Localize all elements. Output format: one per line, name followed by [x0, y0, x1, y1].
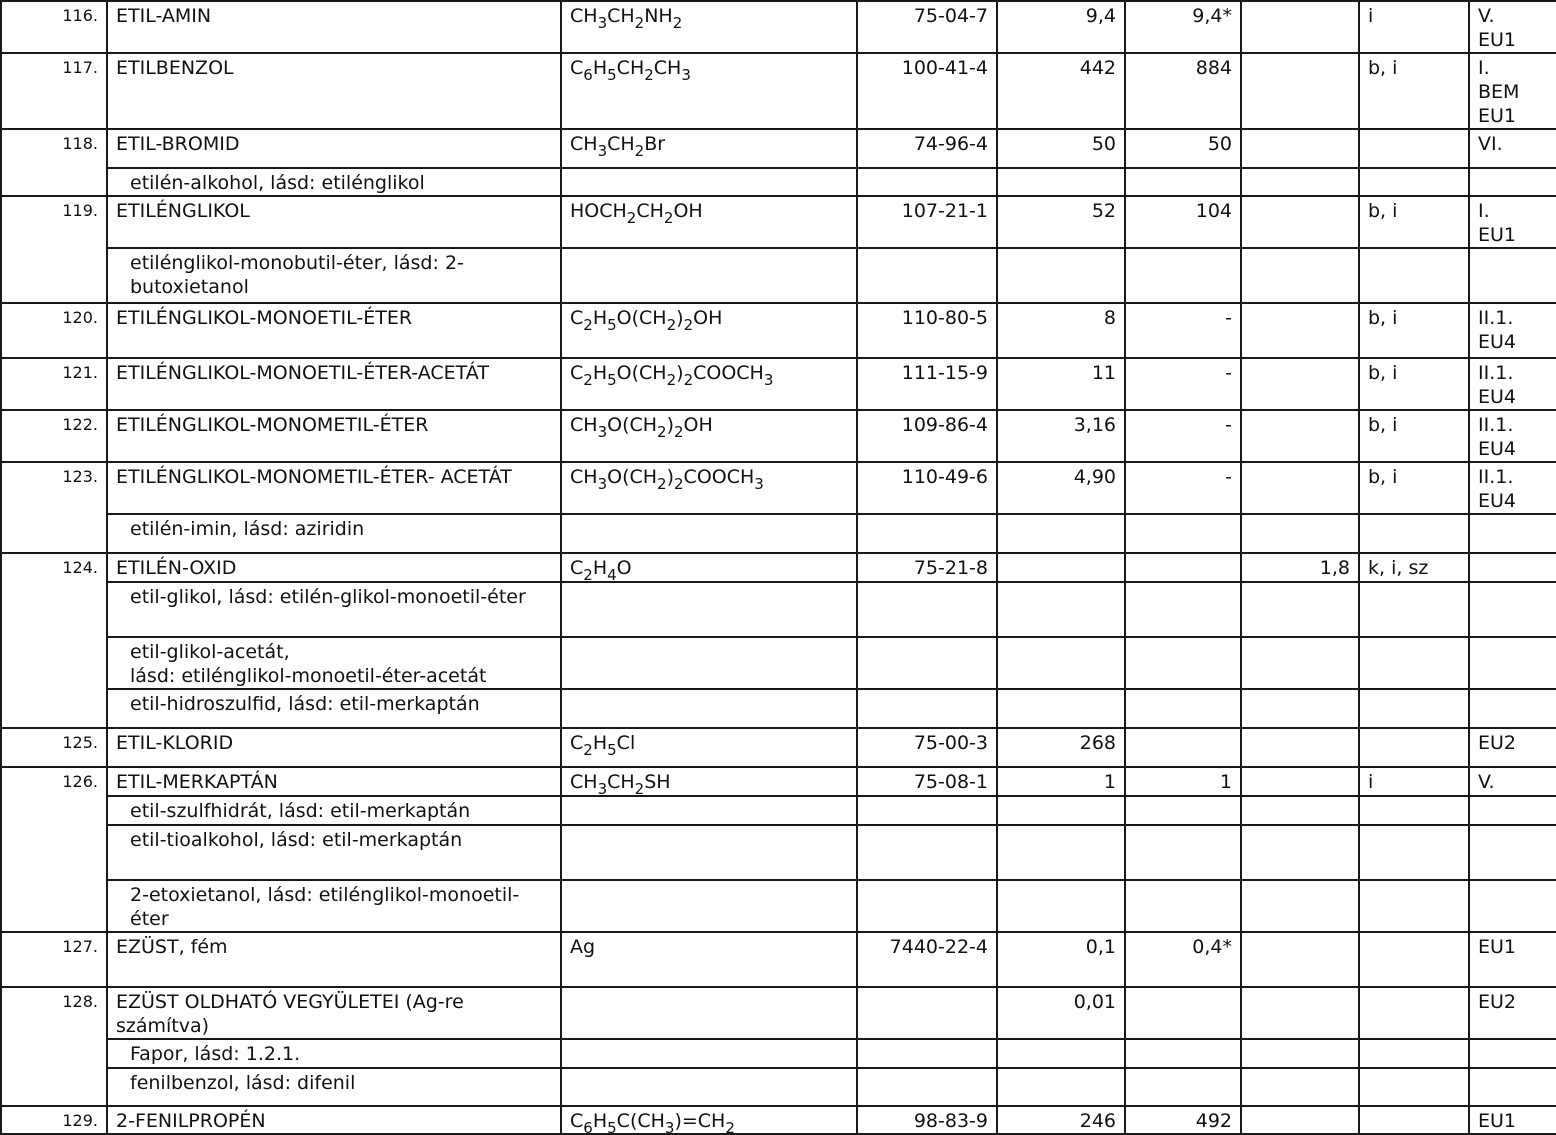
row-number: 122. — [1, 410, 107, 462]
chemical-formula — [561, 1039, 857, 1068]
classification-reference: I. BEM EU1 — [1469, 53, 1556, 129]
remarks: b, i — [1359, 462, 1469, 514]
classification-reference: II.1. EU4 — [1469, 410, 1556, 462]
limit-value-2 — [1125, 553, 1241, 582]
table-row — [1, 987, 1556, 1039]
limit-value-1 — [997, 825, 1125, 880]
cas-number — [857, 1039, 997, 1068]
chemical-formula — [561, 248, 857, 303]
synonym-reference: etil-hidroszulfid, lásd: etil-merkaptán — [107, 689, 561, 728]
classification-reference — [1469, 825, 1556, 880]
chemical-formula — [561, 582, 857, 637]
table-row — [1, 1, 1556, 53]
classification-reference — [1469, 553, 1556, 582]
chemical-formula: $CH_3CH_2NH_2$ — [561, 1, 857, 53]
remarks — [1359, 248, 1469, 303]
cas-number — [857, 880, 997, 932]
chemical-formula — [561, 514, 857, 553]
substance-name: ETIL-KLORID — [107, 728, 561, 767]
row-number: 116. — [1, 1, 107, 53]
remarks — [1359, 825, 1469, 880]
substance-name: ETIL-BROMID — [107, 129, 561, 168]
table-row — [1, 168, 1556, 196]
cas-number: 98-83-9 — [857, 1106, 997, 1134]
substance-name: 2-FENILPROPÉN — [107, 1106, 561, 1134]
remarks — [1359, 987, 1469, 1039]
cas-number: 75-04-7 — [857, 1, 997, 53]
table-row — [1, 129, 1556, 168]
classification-reference — [1469, 637, 1556, 689]
classification-reference: EU1 — [1469, 1106, 1556, 1134]
chemical-formula: $CH_3CH_2Br$ — [561, 129, 857, 168]
cas-number: 107-21-1 — [857, 196, 997, 248]
remarks: b, i — [1359, 358, 1469, 410]
synonym-reference: etil-glikol, lásd: etilén-glikol-monoetil-éter — [107, 582, 561, 637]
substance-name: ETILÉNGLIKOL-MONOETIL-ÉTER — [107, 303, 561, 358]
classification-reference: V. — [1469, 767, 1556, 796]
limit-value-2: 0,4* — [1125, 932, 1241, 987]
limit-value-2: 1 — [1125, 767, 1241, 796]
limit-value-1: 52 — [997, 196, 1125, 248]
limit-value-3 — [1241, 728, 1359, 767]
table-row — [1, 53, 1556, 129]
classification-reference — [1469, 1068, 1556, 1106]
limit-value-2: 492 — [1125, 1106, 1241, 1134]
limit-value-3 — [1241, 1106, 1359, 1134]
chemical-formula: $C_6H_5C(CH_3)=CH_2$ — [561, 1106, 857, 1134]
cas-number — [857, 689, 997, 728]
limit-value-2: 50 — [1125, 129, 1241, 168]
limit-value-3 — [1241, 462, 1359, 514]
limit-value-1: 0,01 — [997, 987, 1125, 1039]
cas-number — [857, 1068, 997, 1106]
synonym-reference: etil-tioalkohol, lásd: etil-merkaptán — [107, 825, 561, 880]
classification-reference — [1469, 582, 1556, 637]
remarks — [1359, 728, 1469, 767]
limit-value-2: - — [1125, 358, 1241, 410]
table-row — [1, 728, 1556, 767]
substance-name: ETILÉNGLIKOL-MONOMETIL-ÉTER — [107, 410, 561, 462]
remarks — [1359, 1068, 1469, 1106]
limit-value-3 — [1241, 248, 1359, 303]
classification-reference — [1469, 1039, 1556, 1068]
limit-value-3 — [1241, 1039, 1359, 1068]
limit-value-2 — [1125, 689, 1241, 728]
cas-number: 75-08-1 — [857, 767, 997, 796]
chemical-formula — [561, 880, 857, 932]
cas-number: 75-00-3 — [857, 728, 997, 767]
table-row — [1, 1068, 1556, 1106]
cas-number: 7440-22-4 — [857, 932, 997, 987]
row-number: 117. — [1, 53, 107, 129]
remarks: b, i — [1359, 53, 1469, 129]
limit-value-1: 50 — [997, 129, 1125, 168]
chemical-formula — [561, 689, 857, 728]
classification-reference: II.1. EU4 — [1469, 358, 1556, 410]
remarks — [1359, 880, 1469, 932]
limit-value-2 — [1125, 637, 1241, 689]
row-number: 123. — [1, 462, 107, 553]
limit-value-3 — [1241, 767, 1359, 796]
limit-value-1 — [997, 796, 1125, 825]
remarks — [1359, 582, 1469, 637]
remarks — [1359, 1039, 1469, 1068]
chemical-formula — [561, 1068, 857, 1106]
limit-value-1 — [997, 514, 1125, 553]
table-row — [1, 410, 1556, 462]
substance-name: ETILÉNGLIKOL-MONOETIL-ÉTER-ACETÁT — [107, 358, 561, 410]
classification-reference: VI. — [1469, 129, 1556, 168]
limit-value-3 — [1241, 410, 1359, 462]
limit-value-3 — [1241, 987, 1359, 1039]
classification-reference — [1469, 796, 1556, 825]
limit-value-1: 0,1 — [997, 932, 1125, 987]
limit-value-2 — [1125, 728, 1241, 767]
substance-name: ETIL-MERKAPTÁN — [107, 767, 561, 796]
limit-value-1 — [997, 1039, 1125, 1068]
limit-value-1: 3,16 — [997, 410, 1125, 462]
cas-number — [857, 637, 997, 689]
remarks — [1359, 1106, 1469, 1134]
table-body — [1, 1, 1556, 1134]
cas-number: 74-96-4 — [857, 129, 997, 168]
synonym-reference: fenilbenzol, lásd: difenil — [107, 1068, 561, 1106]
limit-value-2 — [1125, 168, 1241, 196]
limit-value-3 — [1241, 196, 1359, 248]
chemical-formula: $CH_3O(CH_2)_2OH$ — [561, 410, 857, 462]
limit-value-3 — [1241, 1068, 1359, 1106]
classification-reference — [1469, 880, 1556, 932]
classification-reference — [1469, 689, 1556, 728]
chemical-formula — [561, 637, 857, 689]
table-row — [1, 825, 1556, 880]
chemical-formula: $HOCH_2CH_2OH$ — [561, 196, 857, 248]
cas-number — [857, 248, 997, 303]
limit-value-1 — [997, 248, 1125, 303]
row-number: 124. — [1, 553, 107, 728]
remarks — [1359, 637, 1469, 689]
table-row — [1, 1039, 1556, 1068]
classification-reference: II.1. EU4 — [1469, 303, 1556, 358]
limit-value-2 — [1125, 248, 1241, 303]
limit-value-2 — [1125, 582, 1241, 637]
table-row — [1, 303, 1556, 358]
chemical-formula: $C_2H_4O$ — [561, 553, 857, 582]
chemical-formula — [561, 987, 857, 1039]
remarks: b, i — [1359, 196, 1469, 248]
limit-value-1 — [997, 553, 1125, 582]
limit-value-3 — [1241, 582, 1359, 637]
limit-value-3: 1,8 — [1241, 553, 1359, 582]
table-row — [1, 1106, 1556, 1134]
limit-value-2 — [1125, 825, 1241, 880]
limit-value-2 — [1125, 987, 1241, 1039]
synonym-reference: etilénglikol-monobutil-éter, lásd: 2- butoxietanol — [107, 248, 561, 303]
substance-name: ETILBENZOL — [107, 53, 561, 129]
limit-value-1: 9,4 — [997, 1, 1125, 53]
table-row — [1, 248, 1556, 303]
cas-number — [857, 514, 997, 553]
chemical-formula — [561, 825, 857, 880]
limit-value-3 — [1241, 358, 1359, 410]
cas-number: 109-86-4 — [857, 410, 997, 462]
synonym-reference: etilén-alkohol, lásd: etilénglikol — [107, 168, 561, 196]
remarks — [1359, 168, 1469, 196]
chemical-formula: $C_2H_5Cl$ — [561, 728, 857, 767]
limit-value-2: 884 — [1125, 53, 1241, 129]
limit-value-1 — [997, 637, 1125, 689]
classification-reference — [1469, 168, 1556, 196]
limit-value-1: 4,90 — [997, 462, 1125, 514]
chemical-formula: Ag — [561, 932, 857, 987]
classification-reference: EU1 — [1469, 932, 1556, 987]
limit-value-2 — [1125, 1039, 1241, 1068]
cas-number — [857, 582, 997, 637]
classification-reference — [1469, 248, 1556, 303]
cas-number: 100-41-4 — [857, 53, 997, 129]
cas-number: 75-21-8 — [857, 553, 997, 582]
synonym-reference: 2-etoxietanol, lásd: etilénglikol-monoetil- éter — [107, 880, 561, 932]
limit-value-1: 246 — [997, 1106, 1125, 1134]
cas-number — [857, 825, 997, 880]
classification-reference — [1469, 514, 1556, 553]
limit-value-3 — [1241, 1, 1359, 53]
remarks: i — [1359, 767, 1469, 796]
classification-reference: EU2 — [1469, 728, 1556, 767]
classification-reference: EU2 — [1469, 987, 1556, 1039]
limit-value-2: - — [1125, 462, 1241, 514]
table-row — [1, 196, 1556, 248]
table-row — [1, 689, 1556, 728]
row-number: 120. — [1, 303, 107, 358]
table-row — [1, 637, 1556, 689]
limit-value-3 — [1241, 880, 1359, 932]
limit-value-2: - — [1125, 410, 1241, 462]
limit-value-1: 1 — [997, 767, 1125, 796]
limit-value-1 — [997, 1068, 1125, 1106]
synonym-reference: etil-szulfhidrát, lásd: etil-merkaptán — [107, 796, 561, 825]
limit-value-3 — [1241, 514, 1359, 553]
limit-value-1: 268 — [997, 728, 1125, 767]
row-number: 125. — [1, 728, 107, 767]
limit-value-2 — [1125, 1068, 1241, 1106]
table-row — [1, 462, 1556, 514]
limit-value-2: - — [1125, 303, 1241, 358]
table-row — [1, 767, 1556, 796]
classification-reference: II.1. EU4 — [1469, 462, 1556, 514]
table-row — [1, 358, 1556, 410]
limit-value-3 — [1241, 53, 1359, 129]
chemical-formula: $C_2H_5O(CH_2)_2COOCH_3$ — [561, 358, 857, 410]
substance-name: ETILÉN-OXID — [107, 553, 561, 582]
cas-number — [857, 987, 997, 1039]
limit-value-3 — [1241, 796, 1359, 825]
row-number: 127. — [1, 932, 107, 987]
table-row — [1, 796, 1556, 825]
substance-name: EZÜST OLDHATÓ VEGYÜLETEI (Ag-re számítva) — [107, 987, 561, 1039]
limit-value-1 — [997, 689, 1125, 728]
limit-value-1: 11 — [997, 358, 1125, 410]
chemical-formula: $C_2H_5O(CH_2)_2OH$ — [561, 303, 857, 358]
limit-value-2 — [1125, 514, 1241, 553]
cas-number — [857, 168, 997, 196]
substance-name: ETIL-AMIN — [107, 1, 561, 53]
remarks: b, i — [1359, 410, 1469, 462]
remarks — [1359, 932, 1469, 987]
remarks — [1359, 129, 1469, 168]
synonym-reference: etil-glikol-acetát, lásd: etilénglikol-monoetil-éter-acetát — [107, 637, 561, 689]
limit-value-2: 9,4* — [1125, 1, 1241, 53]
chemical-formula — [561, 168, 857, 196]
limit-value-3 — [1241, 825, 1359, 880]
synonym-reference: etilén-imin, lásd: aziridin — [107, 514, 561, 553]
limit-value-3 — [1241, 303, 1359, 358]
chemical-formula: $CH_3O(CH_2)_2COOCH_3$ — [561, 462, 857, 514]
chemical-formula — [561, 796, 857, 825]
cas-number: 110-80-5 — [857, 303, 997, 358]
table-row — [1, 514, 1556, 553]
row-number: 128. — [1, 987, 107, 1106]
table-row — [1, 582, 1556, 637]
limit-value-3 — [1241, 637, 1359, 689]
remarks — [1359, 796, 1469, 825]
cas-number — [857, 796, 997, 825]
row-number: 129. — [1, 1106, 107, 1134]
chemical-formula: $C_6H_5CH_2CH_3$ — [561, 53, 857, 129]
limit-value-3 — [1241, 129, 1359, 168]
table-row — [1, 553, 1556, 582]
remarks: k, i, sz — [1359, 553, 1469, 582]
table-row — [1, 932, 1556, 987]
limit-value-1 — [997, 880, 1125, 932]
limit-value-2: 104 — [1125, 196, 1241, 248]
cas-number: 110-49-6 — [857, 462, 997, 514]
remarks — [1359, 689, 1469, 728]
limit-value-1: 8 — [997, 303, 1125, 358]
limit-value-3 — [1241, 168, 1359, 196]
classification-reference: I. EU1 — [1469, 196, 1556, 248]
remarks — [1359, 514, 1469, 553]
substance-name: ETILÉNGLIKOL — [107, 196, 561, 248]
limit-value-2 — [1125, 880, 1241, 932]
row-number: 121. — [1, 358, 107, 410]
limit-value-1 — [997, 168, 1125, 196]
chemical-formula: $CH_3CH_2SH$ — [561, 767, 857, 796]
remarks: i — [1359, 1, 1469, 53]
row-number: 119. — [1, 196, 107, 303]
limit-value-1: 442 — [997, 53, 1125, 129]
classification-reference: V. EU1 — [1469, 1, 1556, 53]
substance-name: ETILÉNGLIKOL-MONOMETIL-ÉTER- ACETÁT — [107, 462, 561, 514]
cas-number: 111-15-9 — [857, 358, 997, 410]
row-number: 118. — [1, 129, 107, 196]
table-row — [1, 880, 1556, 932]
limit-value-3 — [1241, 932, 1359, 987]
limit-value-1 — [997, 582, 1125, 637]
remarks: b, i — [1359, 303, 1469, 358]
limit-value-3 — [1241, 689, 1359, 728]
synonym-reference: Fapor, lásd: 1.2.1. — [107, 1039, 561, 1068]
substance-name: EZÜST, fém — [107, 932, 561, 987]
limit-value-2 — [1125, 796, 1241, 825]
row-number: 126. — [1, 767, 107, 932]
